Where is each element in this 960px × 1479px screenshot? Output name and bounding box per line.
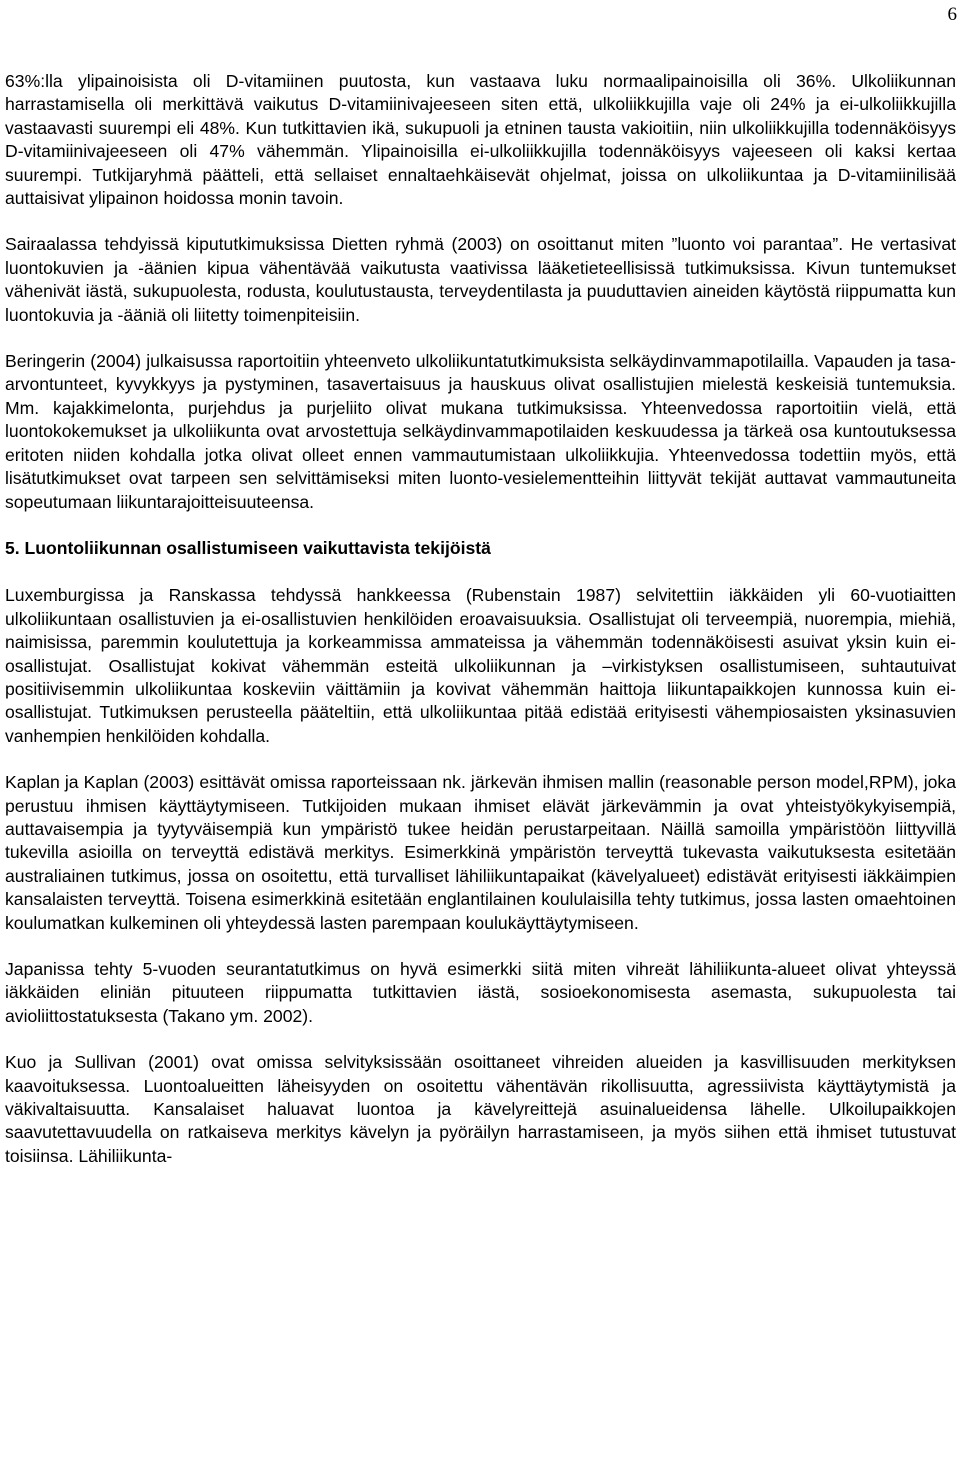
paragraph-kaplan: Kaplan ja Kaplan (2003) esittävät omissa raporteissaan nk. järkevän ihmisen mallin (reasonable person model,RPM), joka perustuu ihmisen käyttäytymiseen. Tutkijoiden mukaan ihmiset elävät järkevämmin ja ovat yhteistyökykyisempiä, auttavaisempia ja tyytyväisempiä kun ympäristö tukee heidän perustarpeitaan. Näillä samoilla ympäristöön liittyvillä tukevilla asioilla on terveyttä edistävä merkitys. Esimerkkinä ympäristön terveyttä tukevasta vaikutuksesta esitetään australiainen tutkimus, jossa on osoitettu, että turvalliset lähiliikuntapaikat (kävelyalueet) edistävät erityisesti iäkkäimpien kansalaisten terveyttä. Toisena esimerkkinä esitetään englantilainen koululaisilla tehty tutkimus, jossa lasten omaehtoinen koulumatkan kulkeminen oli yhteydessä lasten parempaan koulukäyttäytymiseen. (5, 772, 956, 933)
paragraph-vitamin-d: 63%:lla ylipainoisista oli D-vitamiinen puutosta, kun vastaava luku normaalipainoisilla oli 36%. Ulkoliikunnan harrastamisella oli merkittävä vaikutus D-vitamiinivajeeseen siten että, ulkoliikkujilla vaje oli 24% ja ei-ulkoliikkujilla vastaavasti suurempi eli 48%. Kun tutkittavien ikä, sukupuoli ja etninen tausta vakioitiin, niin ulkoliikkujilla todennäköisyys D-vitamiinivajeeseen oli 47% vähemmän. Ylipainoisilla ei-ulkoliikkujilla todennäköisyys vajeeseen oli kaksi kertaa suurempi. Tutkijaryhmä päätteli, että sellaiset ennaltaehkäisevät ohjelmat, joissa on ulkoliikuntaa ja D-vitamiinilisää auttaisivat ylipainon hoidossa monin tavoin. (5, 71, 956, 209)
document-body (5, 70, 956, 1191)
paragraph-beringer: Beringerin (2004) julkaisussa raportoitiin yhteenveto ulkoliikuntatutkimuksista selkäydinvammapotilailla. Vapauden ja tasa-arvontunteet, kyvykkyys ja pystyminen, tasavertaisuus ja hauskuus olivat osallistujien mielestä keskeisiä tuntemuksia. Mm. kajakkimelonta, purjehdus ja purjeliito olivat mukana tutkimuksissa. Yhteenvedossa raportoitiin vielä, että luontokokemukset ja ulkoliikunta ovat arvostettuja selkäydinvammapotilaiden keskuudessa ja tärkeä osa kuntoutuksessa eritoten niiden kohdalla jotka olivat olleet ennen vammautumistaan ulkoliikkujia. Yhteenvedossa todettiin myös, että lisätutkimukset ovat tarpeen sen selvittämiseksi miten luonto-vesielementteihin liittyvät tekijät auttavat vammautuneita sopeutumaan liikuntarajoitteisuuteensa. (5, 351, 956, 512)
paragraph-luxemburg: Luxemburgissa ja Ranskassa tehdyssä hankkeessa (Rubenstain 1987) selvitettiin iäkkäiden yli 60-vuotiaitten ulkoliikuntaan osallistuvien ja ei-osallistuvien henkilöiden eroavaisuuksia. Osallistujat oli terveempiä, nuorempia, miehiä, naimisissa, paremmin koulutettuja ja korkeammissa ammateissa ja vähemmän todennäköisesti asuivat yksin kuin ei-osallistujat. Osallistujat kokivat vähemmän esteitä ulkoliikunnan ja –virkistyksen osallistumiseen, suhtautuivat positiivisemmin ulkoliikuntaa koskeviin väittämiin ja kovivat vähemmän haittoja liikuntapaikkojen kunnossa kuin ei-osallistujat. Tutkimuksen perusteella pääteltiin, että ulkoliikuntaa pitää edistää erityisesti vähempiosaisten yksinasuvien vanhempien henkilöiden kohdalla. (5, 585, 956, 746)
paragraph-kuo-sullivan: Kuo ja Sullivan (2001) ovat omissa selvityksissään osoittaneet vihreiden alueiden ja kasvillisuuden merkityksen kaavoituksessa. Luontoalueitten läheisyyden on osoitettu vähentävän rikollisuutta, agressiivista käyttäytymistä ja väkivaltaisuutta. Kansalaiset haluavat luontoa ja kävelyreittejä asuinalueidensa lähelle. Ulkoilupaikkojen saavutettavuudella on ratkaiseva merkitys kävelyn ja pyöräilyn harrastamiseen, ja myös siihen että ihmiset tutustuvat toisiinsa. Lähiliikunta- (5, 1052, 956, 1166)
paragraph-japan: Japanissa tehty 5-vuoden seurantatutkimus on hyvä esimerkki siitä miten vihreät lähiliikunta-alueet olivat yhteyssä iäkkäiden eliniän pituuteen riippumatta tutkittavien iästä, sosioekonomisesta asemasta, sukupuolesta tai avioliittostatuksesta (Takano ym. 2002). (5, 959, 956, 1026)
section-heading: 5. Luontoliikunnan osallistumiseen vaikuttavista tekijöistä (5, 537, 491, 558)
page-number: 6 (947, 4, 957, 25)
paragraph-pain-study: Sairaalassa tehdyissä kipututkimuksissa Dietten ryhmä (2003) on osoittanut miten ”luonto voi parantaa”. He vertasivat luontokuvien ja -äänien kipua vähentävää vaikutusta vaativissa lääketieteellisissä tutkimuksissa. Kivun tuntemukset vähenivät iästä, sukupuolesta, rodusta, koulutustausta, terveydentilasta ja puuduttavien aineiden käytöstä riippumatta kun luontokuvia ja -ääniä oli liitetty toimenpiteisiin. (5, 234, 956, 325)
